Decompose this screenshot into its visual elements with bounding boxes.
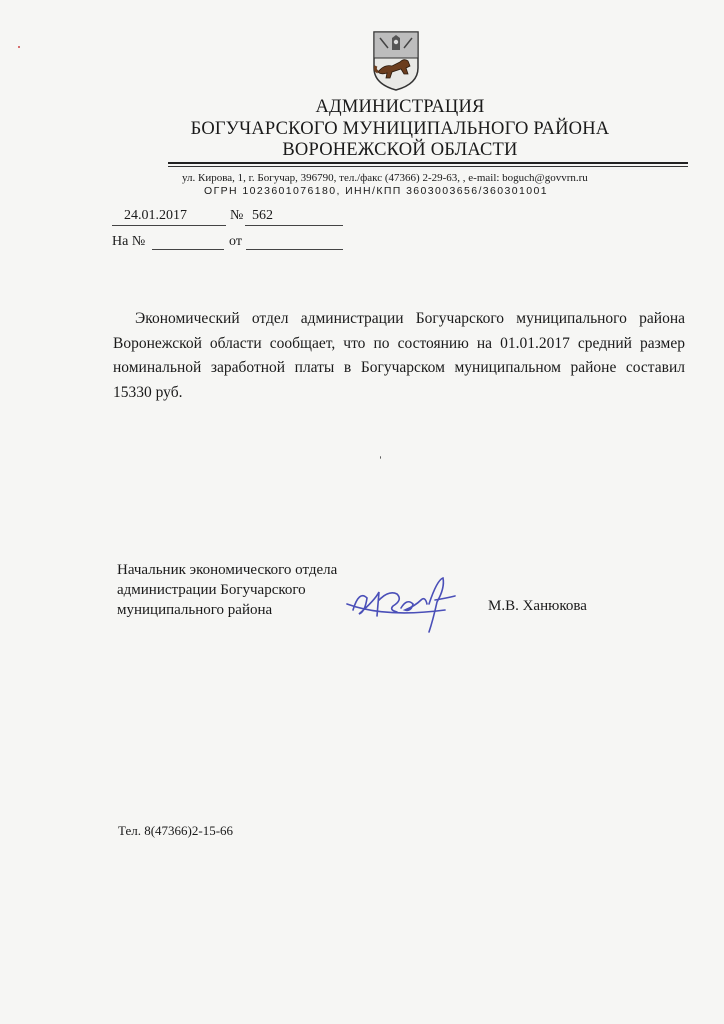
letter-body: Экономический отдел администрации Богучарского муниципального района Воронежской области сообщает, что по состоянию на 01.01.2017 средний размер номинальной заработной платы в Богучарском муниципальном районе составил 15330 руб. xyxy=(113,310,685,401)
contact-phone: Тел. 8(47366)2-15-66 xyxy=(118,823,234,838)
org-title-line-2: БОГУЧАРСКОГО МУНИЦИПАЛЬНОГО РАЙОНА xyxy=(190,119,610,139)
outgoing-number-label: № xyxy=(230,208,244,223)
org-title-line-3: ВОРОНЕЖСКОЙ ОБЛАСТИ xyxy=(282,140,518,160)
header-rule-thin xyxy=(168,166,688,167)
reference-date-label: от xyxy=(229,234,242,249)
reference-number-underline xyxy=(152,249,224,250)
header-rule-thick xyxy=(168,162,688,164)
signatory-name: М.В. Ханюкова xyxy=(488,598,587,614)
signature-title-block xyxy=(117,560,337,620)
reference-number-label: На № xyxy=(112,234,146,249)
signatory-position-line-2: администрации Богучарского xyxy=(117,582,306,598)
scan-speck xyxy=(380,456,381,459)
org-address: ул. Кирова, 1, г. Богучар, 396790, тел./факс (47366) 2-29-63, , e-mail: boguch@govvrn.ru xyxy=(182,172,588,184)
scan-speck xyxy=(18,46,20,48)
signatory-position-line-1: Начальник экономического отдела xyxy=(117,562,338,578)
outgoing-number: 562 xyxy=(252,208,273,223)
coat-of-arms-emblem-icon xyxy=(370,28,422,92)
reference-date-underline xyxy=(246,249,343,250)
signatory-position-line-3: муниципального района xyxy=(117,602,273,618)
org-registration-ids: ОГРН 1023601076180, ИНН/КПП 3603003656/360301001 xyxy=(204,185,548,197)
outgoing-number-underline xyxy=(245,225,343,226)
org-title-line-1: АДМИНИСТРАЦИЯ xyxy=(315,97,485,117)
handwritten-signature xyxy=(345,570,465,640)
outgoing-date-underline xyxy=(112,225,226,226)
outgoing-date: 24.01.2017 xyxy=(124,208,187,223)
